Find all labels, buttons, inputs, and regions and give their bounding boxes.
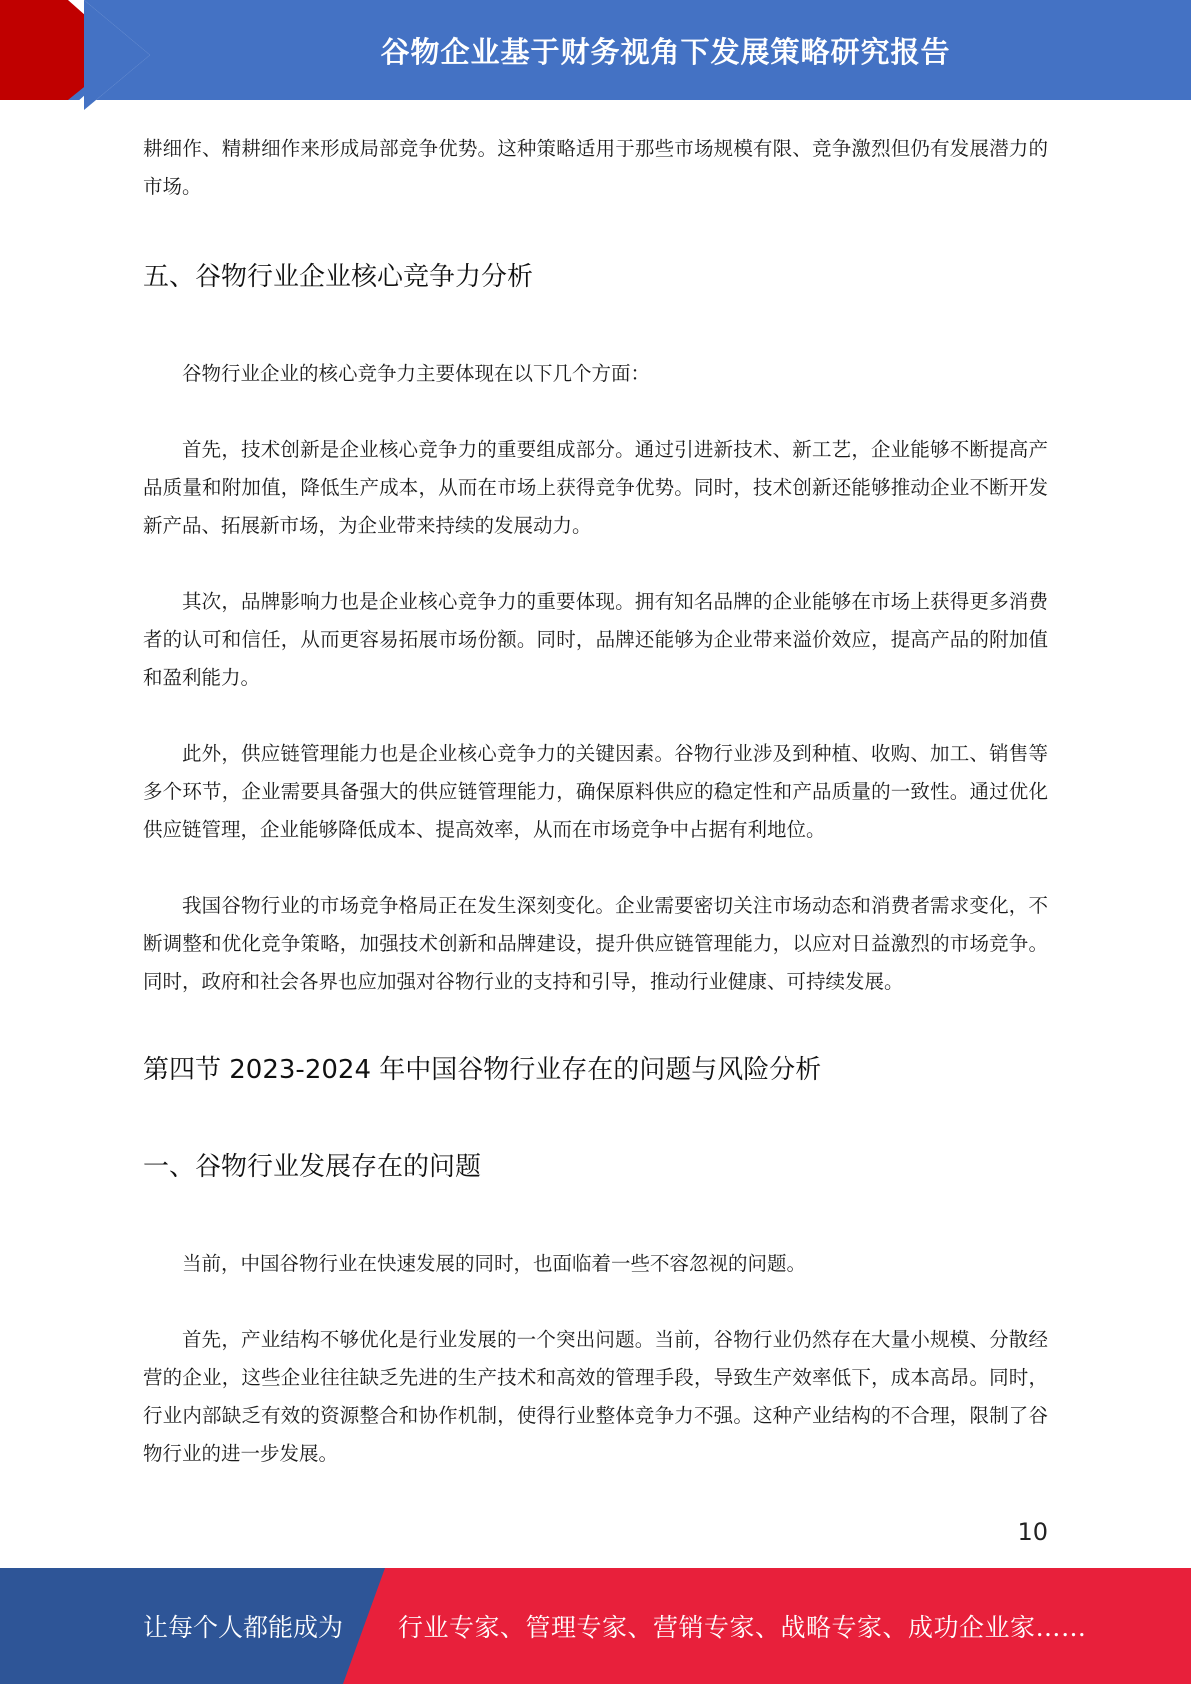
page-footer [0,1568,1191,1684]
heading-section-5: 五、谷物行业企业核心竞争力分析 [143,262,534,292]
paragraph-supply-chain: 此外，供应链管理能力也是企业核心竞争力的关键因素。谷物行业涉及到种植、收购、加工、销售等多个环节，企业需要具备强大的供应链管理能力，确保原料供应的稳定性和产品质量的一致性。通过优化供应链管理，企业能够降低成本、提高效率，从而在市场竞争中占据有利地位。 [143,742,1048,841]
page-number: 10 [1017,1518,1048,1546]
paragraph-problems-intro: 当前，中国谷物行业在快速发展的同时，也面临着一些不容忽视的问题。 [182,1252,807,1275]
document-body [143,130,1048,1473]
paragraph-market-competition: 我国谷物行业的市场竞争格局正在发生深刻变化。企业需要密切关注市场动态和消费者需求变化，不断调整和优化竞争策略，加强技术创新和品牌建设，提升供应链管理能力，以应对日益激烈的市场竞争。同时，政府和社会各界也应加强对谷物行业的支持和引导，推动行业健康、可持续发展。 [143,894,1048,993]
heading-chapter-4: 第四节 2023-2024 年中国谷物行业存在的问题与风险分析 [143,1055,822,1085]
heading-section-1: 一、谷物行业发展存在的问题 [143,1152,482,1182]
paragraph-industry-structure: 首先，产业结构不够优化是行业发展的一个突出问题。当前，谷物行业仍然存在大量小规模、分散经营的企业，这些企业往往缺乏先进的生产技术和高效的管理手段，导致生产效率低下，成本高昂。同时，行业内部缺乏有效的资源整合和协作机制，使得行业整体竞争力不强。这种产业结构的不合理，限制了谷物行业的进一步发展。 [143,1328,1048,1465]
paragraph-intro: 耕细作、精耕细作来形成局部竞争优势。这种策略适用于那些市场规模有限、竞争激烈但仍有发展潜力的市场。 [143,137,1048,198]
header-title: 谷物企业基于财务视角下发展策略研究报告 [380,34,951,69]
paragraph-tech-innovation: 首先，技术创新是企业核心竞争力的重要组成部分。通过引进新技术、新工艺，企业能够不断提高产品质量和附加值，降低生产成本，从而在市场上获得竞争优势。同时，技术创新还能够推动企业不断开发新产品、拓展新市场，为企业带来持续的发展动力。 [143,438,1048,537]
footer-slogan-right: 行业专家、管理专家、营销专家、战略专家、成功企业家…… [398,1613,1087,1642]
paragraph-brand-influence: 其次，品牌影响力也是企业核心竞争力的重要体现。拥有知名品牌的企业能够在市场上获得更多消费者的认可和信任，从而更容易拓展市场份额。同时，品牌还能够为企业带来溢价效应，提高产品的附加值和盈利能力。 [143,590,1048,689]
footer-slogan-left: 让每个人都能成为 [143,1613,344,1642]
page-header [0,0,1191,110]
paragraph-core-intro: 谷物行业企业的核心竞争力主要体现在以下几个方面： [182,362,651,385]
